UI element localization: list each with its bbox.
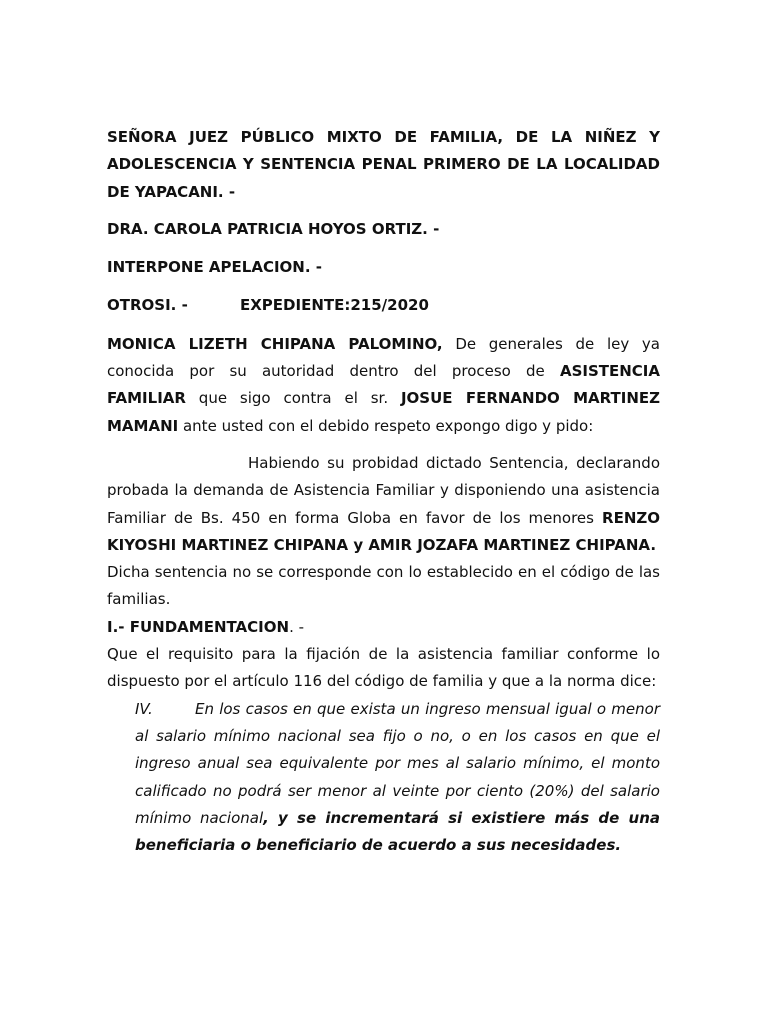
intro-text-2: que sigo contra el sr. bbox=[185, 389, 401, 408]
intro-text-1: De generales de ley ya conocida por su autoridad dentro del proceso de bbox=[107, 334, 660, 381]
article-quote bbox=[135, 696, 660, 860]
intro-paragraph bbox=[107, 331, 660, 440]
quote-bold-text: , y se incrementará si existiere más de una beneficiaria o beneficiario de acuerdo a sus necesidades. bbox=[135, 808, 661, 855]
otrosi-label: OTROSI. - bbox=[107, 296, 188, 315]
petitioner-name: MONICA LIZETH CHIPANA PALOMINO, bbox=[107, 334, 443, 353]
court-address: SEÑORA JUEZ PÚBLICO MIXTO DE FAMILIA, DE LA NIÑEZ Y ADOLESCENCIA Y SENTENCIA PENAL PRIMERO DE LA LOCALIDAD DE YAPACANI. - bbox=[107, 128, 660, 201]
defendant-name: JOSUE FERNANDO MARTINEZ MAMANI bbox=[107, 389, 660, 435]
sentence-paragraph bbox=[107, 450, 660, 559]
document-body bbox=[107, 124, 660, 859]
section-suffix: . - bbox=[289, 617, 305, 636]
intro-text-3: ante usted con el debido respeto expongo digo y pido: bbox=[178, 416, 594, 435]
minors-names: RENZO KIYOSHI MARTINEZ CHIPANA y AMIR JOZAFA MARTINEZ CHIPANA. bbox=[107, 508, 660, 554]
process-type: ASISTENCIA FAMILIAR bbox=[107, 362, 660, 408]
quote-italic-text: En los casos en que exista un ingreso mensual igual o menor al salario mínimo nacional sea fijo o no, o en los casos en que el ingreso anual sea equivalente por mes al salario mínimo, el monto calificado no podrá ser menor al veinte por ciento (20%) del salario mínimo nacional bbox=[135, 699, 660, 827]
document-subject: INTERPONE APELACION. - bbox=[107, 258, 322, 277]
section-heading bbox=[107, 614, 660, 641]
sentence-text: Habiendo su probidad dictado Sentencia, declarando probada la demanda de Asistencia Familiar y disponiendo una asistencia Familiar de Bs. 450 en forma Globa en favor de los menores bbox=[107, 453, 660, 527]
case-number: EXPEDIENTE:215/2020 bbox=[240, 296, 429, 315]
section-title: I.- FUNDAMENTACION bbox=[107, 617, 290, 636]
quote-numeral: IV. bbox=[135, 699, 153, 718]
section-lead: Que el requisito para la fijación de la asistencia familiar conforme lo dispuesto por el artículo 116 del código de familia y que a la norma dice: bbox=[107, 645, 660, 691]
objection-paragraph: Dicha sentencia no se corresponde con lo establecido en el código de las familias. bbox=[107, 563, 660, 609]
judge-name: DRA. CAROLA PATRICIA HOYOS ORTIZ. - bbox=[107, 219, 440, 238]
otrosi-line bbox=[107, 292, 660, 319]
